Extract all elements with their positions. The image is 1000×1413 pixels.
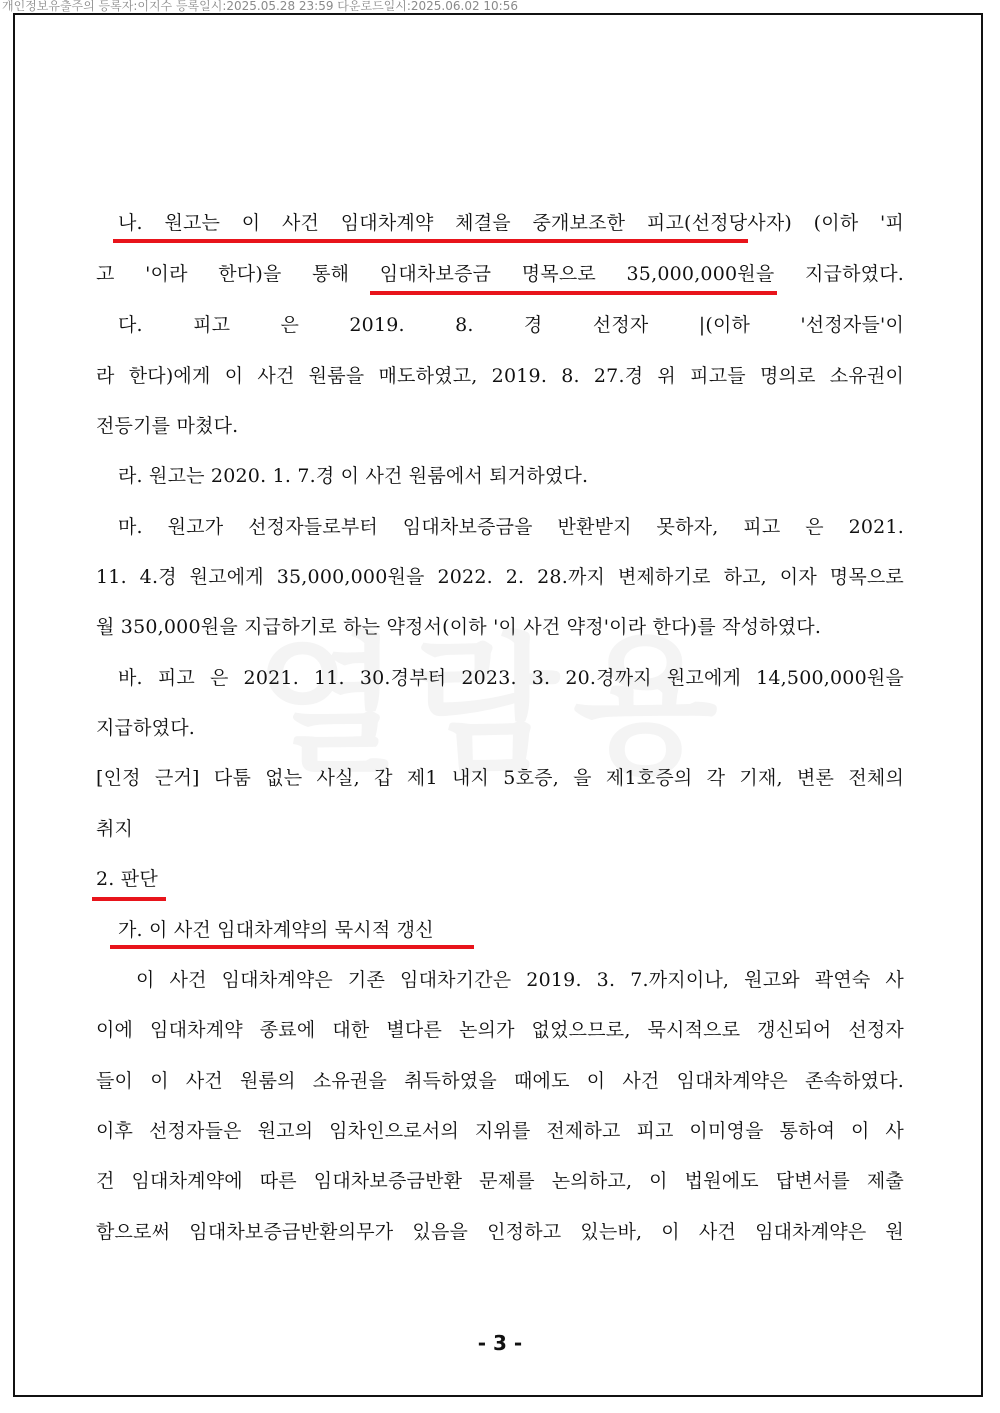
paragraph-na-line-1: 나. 원고는 이 사건 임대차계약 체결을 중개보조한 피고(선정당사자) (이하 '피 (118, 212, 904, 234)
judgment-paragraph-line-6: 함으로써 임대차보증금반환의무가 있음을 인정하고 있는바, 이 사건 임대차계약은 원 (96, 1221, 904, 1243)
judgment-paragraph-line-5: 건 임대차계약에 따른 임대차보증금반환 문제를 논의하고, 이 법원에도 답변서를 제출 (96, 1170, 904, 1192)
subsection-heading-implied-renewal: 가. 이 사건 임대차계약의 묵시적 갱신 (118, 919, 434, 941)
red-underline-mark (113, 239, 748, 243)
paragraph-ma-line-1: 마. 원고가 선정자들로부터 임대차보증금을 반환받지 못하자, 피고 은 2021. (118, 516, 904, 538)
red-underline-mark (92, 897, 166, 901)
paragraph-da-line-3: 전등기를 마쳤다. (96, 415, 239, 437)
paragraph-na-line-2: 고 '이라 한다)을 통해 임대차보증금 명목으로 35,000,000원을 지급하였다. (96, 263, 904, 285)
evidence-basis-line-2: 취지 (96, 818, 134, 840)
judgment-paragraph-line-4: 이후 선정자들은 원고의 임차인으로서의 지위를 전제하고 피고 이미영을 통하여 이 사 (96, 1120, 904, 1142)
paragraph-ma-line-2: 11. 4.경 원고에게 35,000,000원을 2022. 2. 28.까지 변제하기로 하고, 이자 명목으로 (96, 566, 904, 588)
red-underline-mark (110, 945, 474, 949)
judgment-paragraph-line-3: 들이 이 사건 원룸의 소유권을 취득하였을 때에도 이 사건 임대차계약은 존속하였다. (96, 1070, 904, 1092)
evidence-basis-line-1: [인정 근거] 다툼 없는 사실, 갑 제1 내지 5호증, 을 제1호증의 각 기재, 변론 전체의 (96, 767, 904, 789)
download-info-header: 개인정보유출주의 등록자:이지수 등록일시:2025.05.28 23:59 다운로드일시:2025.06.02 10:56 (2, 0, 518, 12)
paragraph-da-line-2: 라 한다)에게 이 사건 원룸을 매도하였고, 2019. 8. 27.경 위 피고들 명의로 소유권이 (96, 365, 904, 387)
red-underline-mark (370, 291, 777, 295)
paragraph-ba-line-1: 바. 피고 은 2021. 11. 30.경부터 2023. 3. 20.경까지 원고에게 14,500,000원을 (118, 667, 904, 689)
paragraph-da-line-1: 다. 피고 은 2019. 8. 경 선정자 |(이하 '선정자들'이 (118, 314, 904, 336)
paragraph-ba-line-2: 지급하였다. (96, 717, 196, 739)
paragraph-ma-line-3: 월 350,000원을 지급하기로 하는 약정서(이하 '이 사건 약정'이라 한다)를 작성하였다. (96, 616, 822, 638)
section-heading-judgment: 2. 판단 (96, 868, 158, 890)
paragraph-ra-line-1: 라. 원고는 2020. 1. 7.경 이 사건 원룸에서 퇴거하였다. (118, 465, 589, 487)
judgment-paragraph-line-2: 이에 임대차계약 종료에 대한 별다른 논의가 없었으므로, 묵시적으로 갱신되어 선정자 (96, 1019, 904, 1041)
judgment-paragraph-line-1: 이 사건 임대차계약은 기존 임대차기간은 2019. 3. 7.까지이나, 원고와 곽연숙 사 (136, 969, 904, 991)
page-number: - 3 - (477, 1331, 523, 1355)
